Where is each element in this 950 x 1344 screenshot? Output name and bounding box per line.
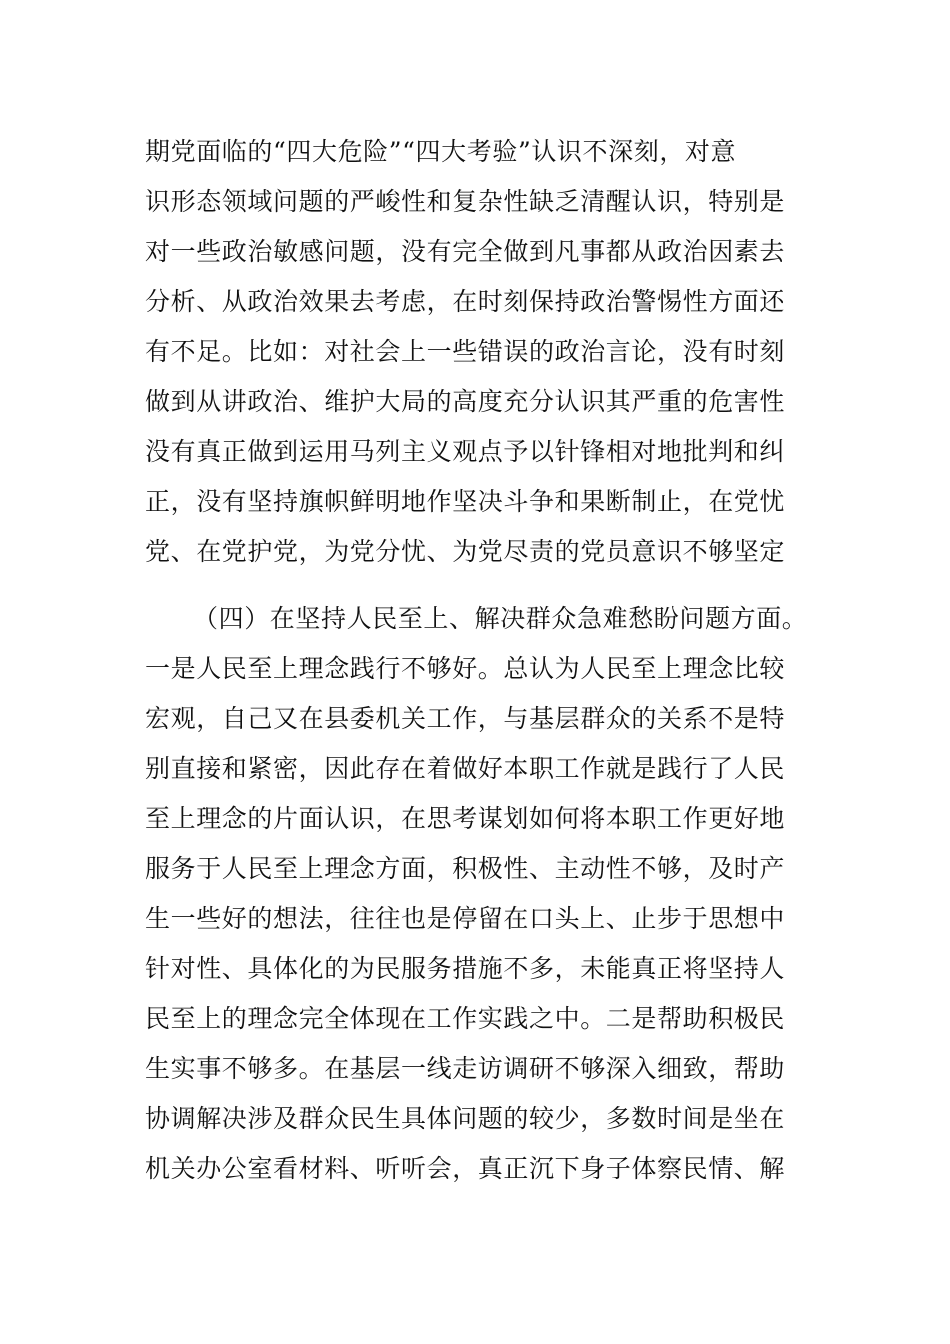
paragraph-line: 协调解决涉及群众民生具体问题的较少，多数时间是坐在 bbox=[145, 1104, 786, 1133]
paragraph-line: 正，没有坚持旗帜鲜明地作坚决斗争和果断制止，在党忧 bbox=[145, 487, 786, 516]
paragraph-line: 宏观，自己又在县委机关工作，与基层群众的关系不是特 bbox=[145, 704, 786, 733]
paragraph-line: 对一些政治敏感问题，没有完全做到凡事都从政治因素去 bbox=[145, 237, 786, 266]
paragraph-line: 做到从讲政治、维护大局的高度充分认识其严重的危害性 bbox=[145, 387, 786, 416]
paragraph-line: 针对性、具体化的为民服务措施不多，未能真正将坚持人 bbox=[145, 954, 786, 983]
paragraph-line: 至上理念的片面认识，在思考谋划如何将本职工作更好地 bbox=[145, 804, 786, 833]
paragraph-line: 分析、从政治效果去考虑，在时刻保持政治警惕性方面还 bbox=[145, 287, 786, 316]
paragraph-line: 没有真正做到运用马列主义观点予以针锋相对地批判和纠 bbox=[145, 437, 786, 466]
paragraph-line: 一是人民至上理念践行不够好。总认为人民至上理念比较 bbox=[145, 654, 786, 683]
paragraph-line: 民至上的理念完全体现在工作实践之中。二是帮助积极民 bbox=[145, 1004, 786, 1033]
paragraph-line: 机关办公室看材料、听听会，真正沉下身子体察民情、解 bbox=[145, 1154, 786, 1183]
paragraph-line: 别直接和紧密，因此存在着做好本职工作就是践行了人民 bbox=[145, 754, 786, 783]
paragraph-line: 服务于人民至上理念方面，积极性、主动性不够，及时产 bbox=[145, 854, 786, 883]
paragraph-line: 党、在党护党，为党分忧、为党尽责的党员意识不够坚定 bbox=[145, 537, 786, 566]
paragraph-line: 生实事不够多。在基层一线走访调研不够深入细致，帮助 bbox=[145, 1054, 786, 1083]
section-heading: （四）在坚持人民至上、解决群众急难愁盼问题方面。 bbox=[193, 604, 808, 633]
paragraph-line: 识形态领域问题的严峻性和复杂性缺乏清醒认识，特别是 bbox=[145, 187, 786, 216]
paragraph-line: 有不足。比如：对社会上一些错误的政治言论，没有时刻 bbox=[145, 337, 786, 366]
paragraph-line: 生一些好的想法，往往也是停留在口头上、止步于思想中 bbox=[145, 904, 786, 933]
paragraph-line: 期党面临的“四大危险”“四大考验”认识不深刻，对意 bbox=[145, 137, 737, 166]
